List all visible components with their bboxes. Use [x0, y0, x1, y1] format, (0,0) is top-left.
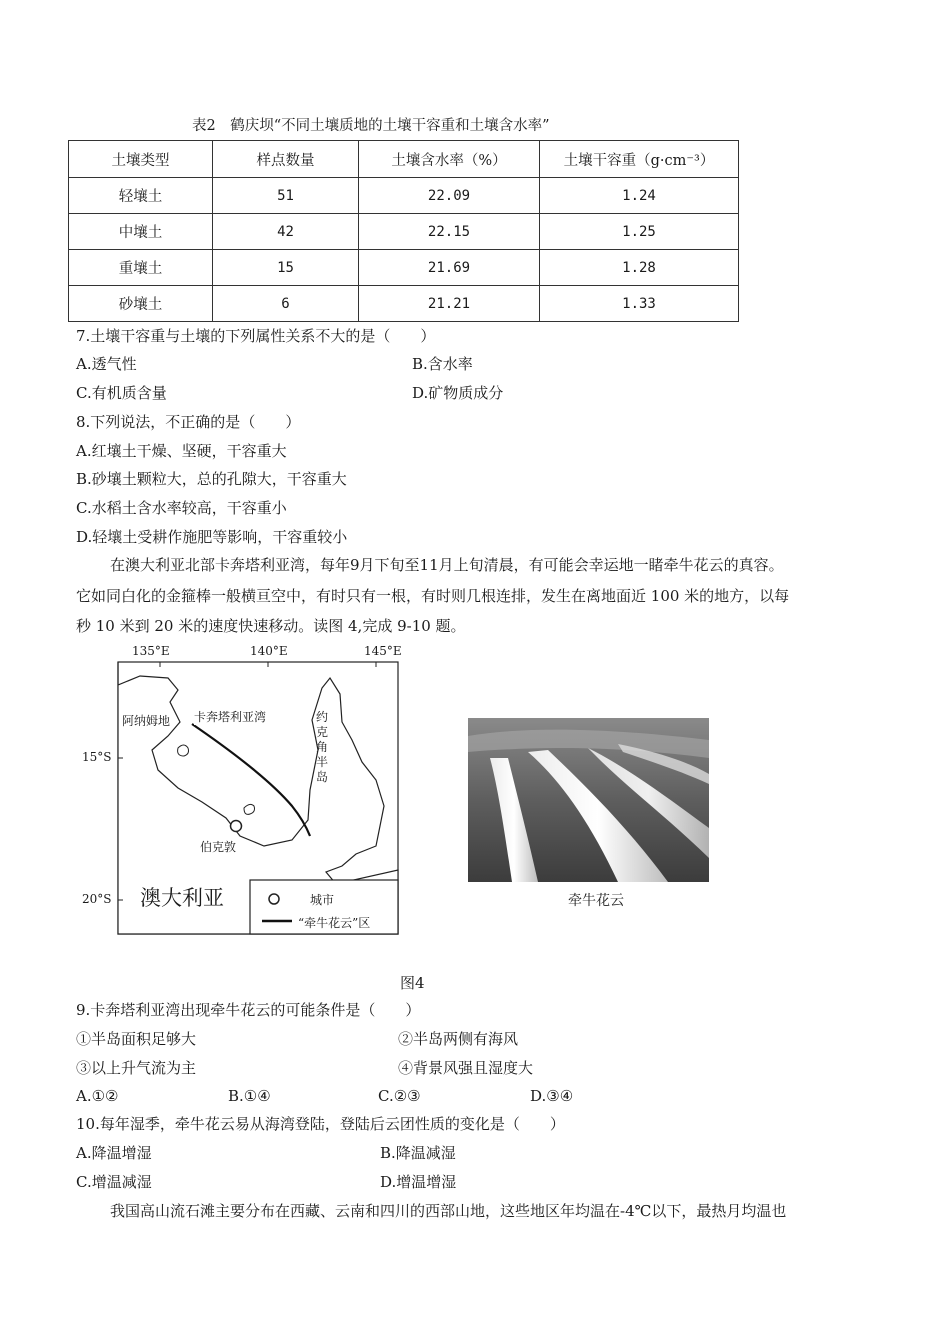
lon-label: 145°E [364, 644, 402, 658]
q10-option-d: D.增温增湿 [380, 1173, 457, 1191]
passage-line-2: 它如同白化的金箍棒一般横亘空中，有时只有一根，有时则几根连排，发生在离地面近 100 米的地方，以每 [76, 587, 790, 605]
gulf-label: 卡奔塔利亚湾 [194, 710, 267, 724]
cape-char: 岛 [316, 770, 329, 784]
city-marker [231, 821, 242, 832]
city-label: 伯克敦 [200, 840, 237, 854]
cell: 6 [213, 286, 359, 322]
q8-option-d: D.轻壤土受耕作施肥等影响，干容重较小 [76, 528, 348, 546]
cell: 轻壤土 [69, 178, 213, 214]
q9-option-d: D.③④ [530, 1087, 574, 1105]
morning-glory-cloud-photo [468, 718, 709, 882]
q9-option-c: C.②③ [378, 1087, 421, 1105]
cell: 中壤土 [69, 214, 213, 250]
passage-line-3: 秒 10 米到 20 米的速度快速移动。读图 4,完成 9-10 题。 [76, 617, 466, 635]
lat-label: 20°S [82, 892, 112, 906]
cell: 22.15 [359, 214, 540, 250]
q7-option-c: C.有机质含量 [76, 384, 167, 402]
legend-zone-label: “牵牛花云”区 [298, 916, 371, 930]
cell: 1.24 [540, 178, 739, 214]
q7-option-d: D.矿物质成分 [412, 384, 504, 402]
q10-option-b: B.降温减湿 [380, 1144, 456, 1162]
legend-city-label: 城市 [310, 893, 335, 907]
table-row [69, 178, 739, 214]
cape-york-label [316, 710, 328, 785]
header-soil-type: 土壤类型 [69, 141, 213, 178]
passage-line-1: 在澳大利亚北部卡奔塔利亚湾，每年9月下旬至11月上旬清晨，有可能会幸运地一睹牵牛花云的真容。 [110, 556, 784, 574]
q10-option-a: A.降温增湿 [76, 1144, 152, 1162]
cape-char: 克 [316, 725, 329, 739]
table-caption: 表2 鹤庆坝“不同土壤质地的土壤干容重和土壤含水率” [192, 118, 550, 134]
cell: 42 [213, 214, 359, 250]
lon-label: 135°E [132, 644, 170, 658]
q9-option-a: A.①② [76, 1087, 119, 1105]
cape-char: 角 [316, 740, 329, 754]
cell: 51 [213, 178, 359, 214]
q7-stem: 7.土壤干容重与土壤的下列属性关系不大的是（ ） [76, 327, 436, 345]
q9-option-b: B.①④ [228, 1087, 271, 1105]
q8-option-b: B.砂壤土颗粒大，总的孔隙大，干容重大 [76, 470, 347, 488]
q8-option-a: A.红壤土干燥、坚硬，干容重大 [76, 442, 287, 460]
cape-char: 半 [316, 755, 329, 769]
header-sample-count: 样点数量 [213, 141, 359, 178]
cell: 1.33 [540, 286, 739, 322]
header-bulk-density: 土壤干容重（g·cm⁻³） [540, 141, 739, 178]
map-figure [80, 640, 410, 940]
country-label: 澳大利亚 [140, 886, 224, 910]
cape-char: 约 [316, 710, 329, 724]
photo-caption: 牵牛花云 [568, 893, 624, 909]
lat-label: 15°S [82, 750, 112, 764]
q9-stem: 9.卡奔塔利亚湾出现牵牛花云的可能条件是（ ） [76, 1001, 421, 1019]
q9-statement-4: ④背景风强且湿度大 [398, 1059, 534, 1077]
table-row [69, 250, 739, 286]
q9-statement-3: ③以上升气流为主 [76, 1059, 197, 1077]
q9-statement-2: ②半岛两侧有海风 [398, 1030, 519, 1048]
cell: 1.28 [540, 250, 739, 286]
cell: 1.25 [540, 214, 739, 250]
q10-option-c: C.增温减湿 [76, 1173, 152, 1191]
q8-stem: 8.下列说法，不正确的是（ ） [76, 413, 301, 431]
q7-option-a: A.透气性 [76, 355, 137, 373]
q9-statement-1: ①半岛面积足够大 [76, 1030, 197, 1048]
legend-city-marker [269, 894, 279, 904]
cell: 15 [213, 250, 359, 286]
header-moisture: 土壤含水率（%） [359, 141, 540, 178]
island-shape [178, 745, 189, 756]
cell: 重壤土 [69, 250, 213, 286]
cell: 21.69 [359, 250, 540, 286]
q7-option-b: B.含水率 [412, 355, 473, 373]
figure-label: 图4 [400, 974, 425, 992]
q8-option-c: C.水稻土含水率较高，干容重小 [76, 499, 287, 517]
cell: 砂壤土 [69, 286, 213, 322]
q10-stem: 10.每年湿季，牵牛花云易从海湾登陆，登陆后云团性质的变化是（ ） [76, 1115, 565, 1133]
table-row [69, 286, 739, 322]
cell: 22.09 [359, 178, 540, 214]
table-header-row [69, 141, 739, 178]
lon-label: 140°E [250, 644, 288, 658]
table-row [69, 214, 739, 250]
cell: 21.21 [359, 286, 540, 322]
next-passage: 我国高山流石滩主要分布在西藏、云南和四川的西部山地，这些地区年均温在-4℃以下，最热月均温也 [110, 1202, 787, 1220]
arnhem-label: 阿纳姆地 [122, 714, 171, 728]
soil-table [68, 140, 739, 322]
